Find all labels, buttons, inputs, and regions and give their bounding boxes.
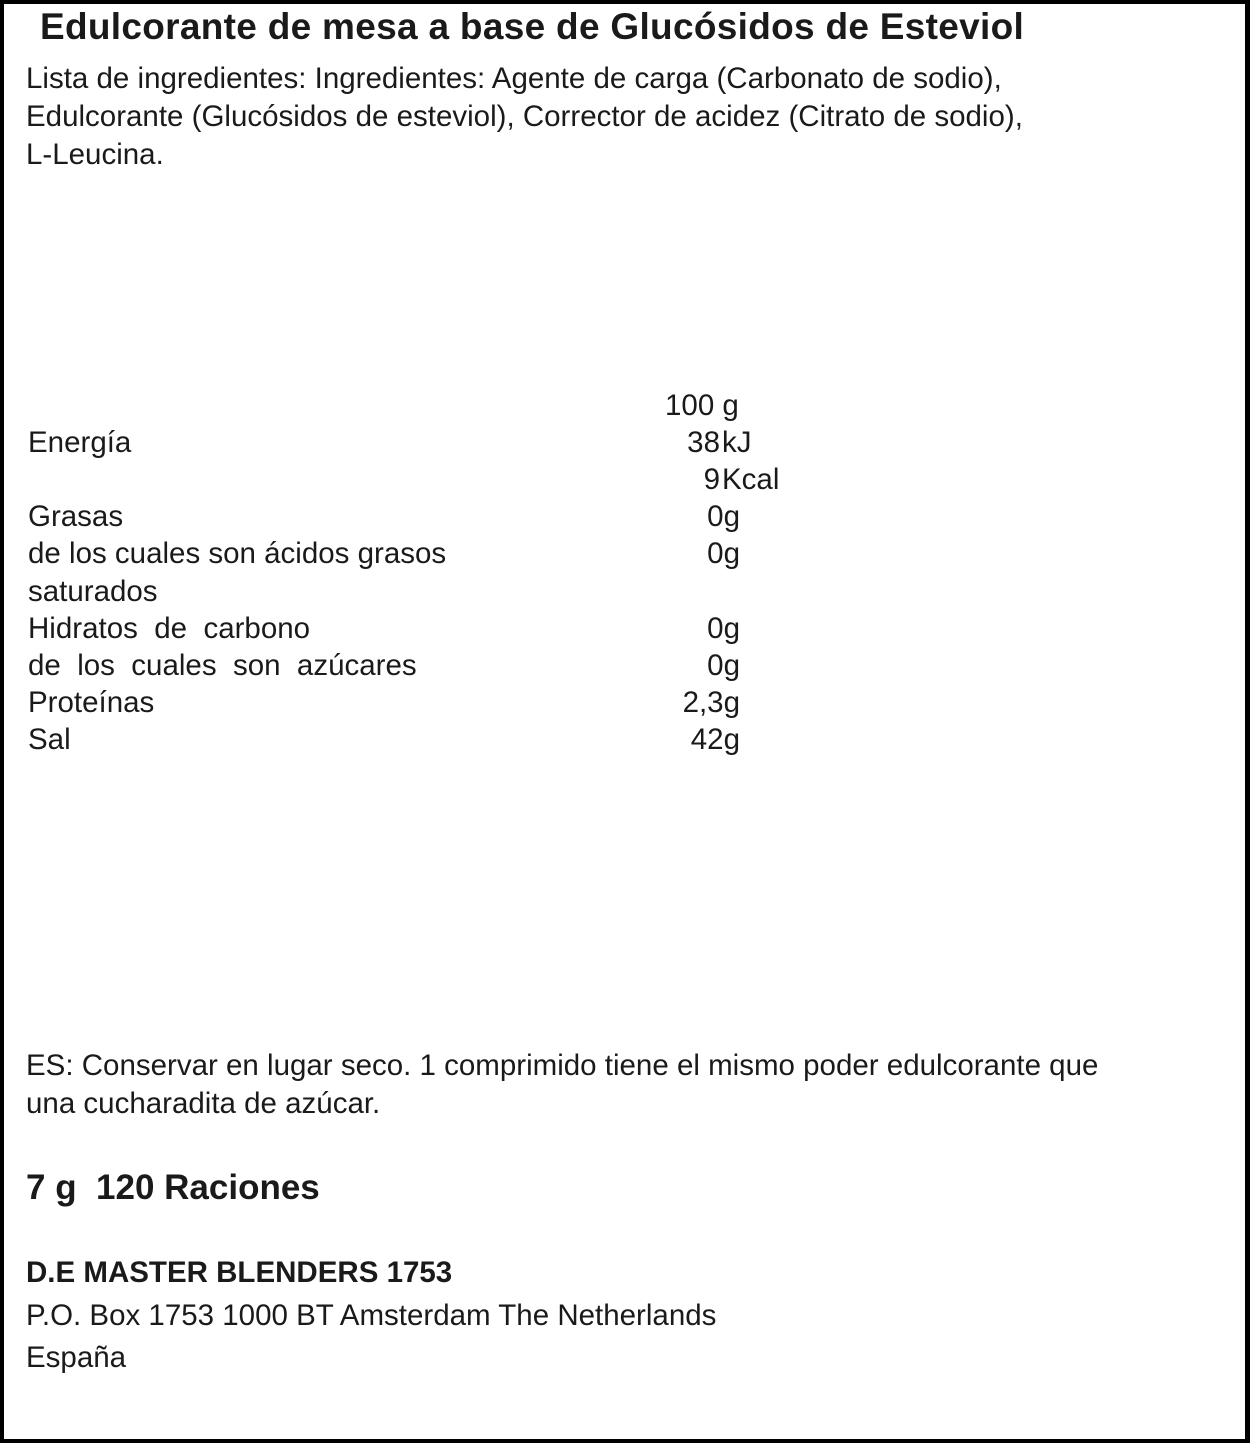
company-country: España [26, 1341, 127, 1374]
product-title: Edulcorante de mesa a base de Glucósidos de Esteviol [40, 6, 1025, 47]
nutrition-header: 100 g [665, 389, 739, 422]
nutrient-label: de los cuales son ácidos grasos [28, 537, 447, 570]
storage-line: una cucharadita de azúcar. [26, 1087, 381, 1120]
storage-instructions [26, 1047, 1236, 1123]
ingredients-list [26, 60, 1226, 174]
portion-info: 7 g 120 Raciones [26, 1168, 320, 1207]
energy-kj-value: 38 [687, 426, 720, 459]
nutrient-label: Sal [28, 723, 71, 756]
nutrient-value: 0g [707, 537, 740, 570]
ingredients-line: Edulcorante (Glucósidos de esteviol), Corrector de acidez (Citrato de sodio), [26, 100, 1023, 133]
storage-line: ES: Conservar en lugar seco. 1 comprimido tiene el mismo poder edulcorante que [26, 1049, 1099, 1082]
energy-kj-unit: kJ [722, 426, 752, 459]
energy-label: Energía [28, 426, 132, 459]
nutrient-value: 42g [690, 723, 740, 756]
nutrient-label: de los cuales son azúcares [28, 649, 417, 682]
nutrient-label-continuation: saturados [28, 575, 158, 608]
nutrient-label: Proteínas [28, 686, 155, 719]
nutrient-value: 2,3g [682, 686, 740, 719]
nutrient-value: 0g [707, 649, 740, 682]
energy-kcal-value: 9 [703, 463, 720, 496]
company-address: P.O. Box 1753 1000 BT Amsterdam The Netherlands [26, 1299, 717, 1332]
energy-kcal-unit: Kcal [722, 463, 780, 496]
nutrient-label: Hidratos de carbono [28, 612, 311, 645]
nutrient-value: 0g [707, 500, 740, 533]
nutrient-value: 0g [707, 612, 740, 645]
ingredients-line: Lista de ingredientes: Ingredientes: Agente de carga (Carbonato de sodio), [26, 62, 1002, 95]
nutrient-label: Grasas [28, 500, 124, 533]
ingredients-line: L-Leucina. [26, 138, 164, 171]
company-name: D.E MASTER BLENDERS 1753 [26, 1256, 453, 1289]
